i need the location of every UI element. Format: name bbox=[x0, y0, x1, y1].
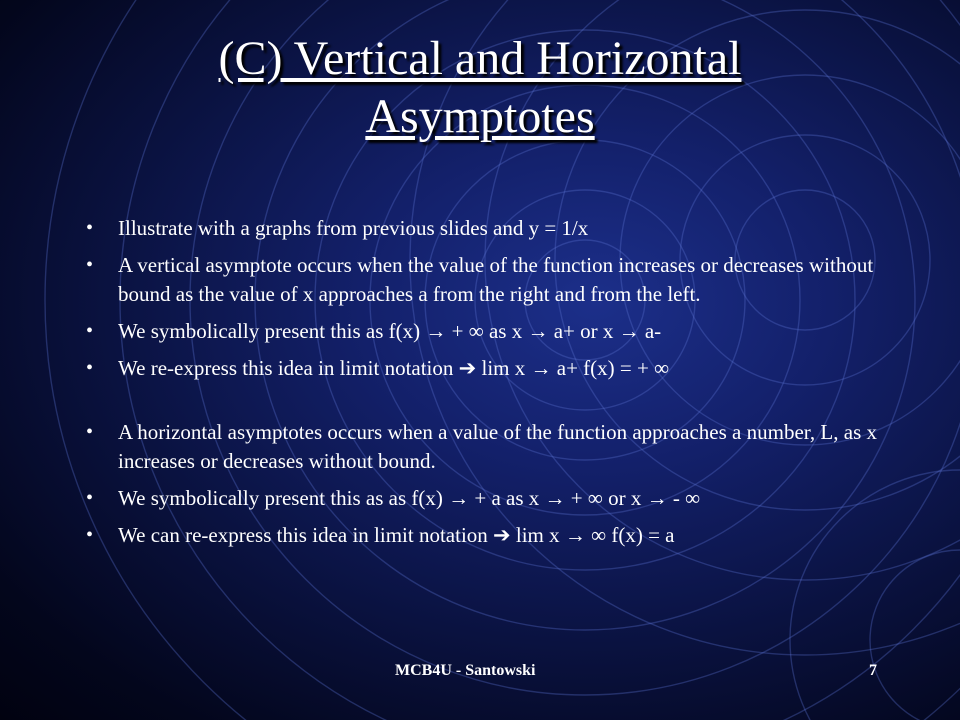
slide-title bbox=[60, 30, 900, 146]
bullet-item: • We re-express this idea in limit notation ➔ lim x → a+ f(x) = + ∞ bbox=[84, 354, 884, 383]
bullet-item: • We symbolically present this as f(x) → + ∞ as x → a+ or x → a- bbox=[84, 317, 884, 346]
bullet-item: • A vertical asymptote occurs when the value of the function increases or decreases without bound as the value of x approaches a from the right and from the left. bbox=[84, 251, 884, 309]
bullet-item: • Illustrate with a graphs from previous slides and y = 1/x bbox=[84, 214, 884, 243]
bullet-item: • A horizontal asymptotes occurs when a value of the function approaches a number, L, as x increases or decreases without bound. bbox=[84, 418, 884, 476]
title-line-1: (C) Vertical and Horizontal bbox=[218, 32, 742, 85]
slide-number: 7 bbox=[869, 662, 877, 679]
title-line-2: Asymptotes bbox=[365, 90, 595, 143]
bullet-item: • We symbolically present this as as f(x) → + a as x → + ∞ or x → - ∞ bbox=[84, 484, 884, 513]
footer-label: MCB4U - Santowski bbox=[395, 662, 536, 679]
bullet-list bbox=[84, 214, 884, 558]
bullet-item: • We can re-express this idea in limit notation ➔ lim x → ∞ f(x) = a bbox=[84, 521, 884, 550]
